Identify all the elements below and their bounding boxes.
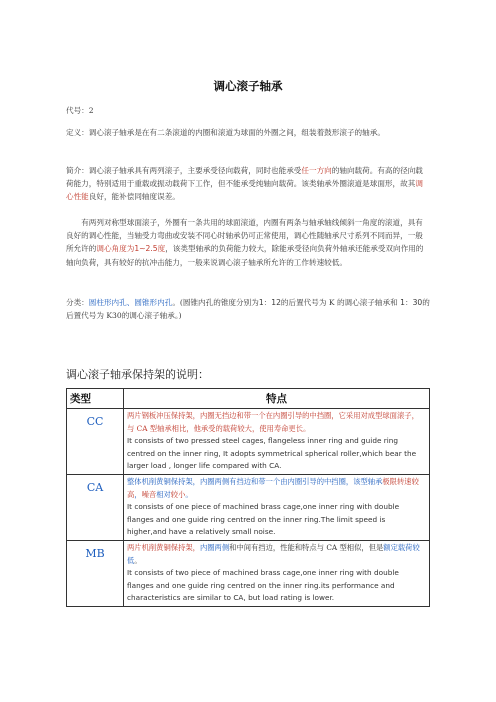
class-text-c: 的后置代号为 K30的调心滚子轴承。)	[66, 298, 430, 321]
mb-cn-hl1: 内圈两侧	[199, 542, 230, 552]
desc-text-b: ，该类型轴承的负荷能力较大，除能承受径向负荷外轴承还能承受双向作用的轴向负荷，具有较好的抗冲击能力，一般来说调心滚子轴承所允许的工作转速较低。	[66, 244, 424, 267]
cc-cn-hl2: 寿命更长	[273, 423, 304, 433]
features-ca	[124, 474, 430, 540]
class-prefix: 分类：	[66, 298, 89, 307]
cc-cn-hl1: 载荷较大	[222, 423, 252, 433]
mb-cn-hl2: 额定载荷较低	[127, 542, 420, 565]
intro-text-c: 良好，能补偿同轴度误差。	[88, 192, 180, 202]
features-mb	[124, 540, 430, 606]
table-row	[67, 409, 430, 475]
type-code-ca: CA	[67, 474, 124, 540]
desc-text-a: 有两列对称型球面滚子，外圈有一条共用的球面滚道，内圈有两条与轴承轴线倾斜一角度的滚道，具有良好的调心性能，当轴受力弯曲或安装不同心时轴承仍可正常使用，调心性随轴承尺寸系列不同而异，一般所允许的	[66, 218, 423, 254]
class-text-a: 。(圆锥内孔的锥度分别为	[172, 298, 259, 307]
description-paragraph	[66, 216, 430, 269]
ca-cn-a: 整体机削黄铜保持架，内圈两侧有挡边和带一个由内圈引导的中挡圈，该型轴承	[127, 476, 383, 486]
cage-table	[66, 388, 430, 607]
mb-cn-b: 和中间有挡边，性能和特点与 CA 型相似，但是	[229, 542, 384, 552]
table-row	[67, 540, 430, 606]
mb-en: It consists of two piece of machined brass cage,one inner ring with double flanges and one guide ring centred on the inner ring.its performance and characteristics are similar to CA, but load rating is lower.	[127, 568, 399, 603]
intro-paragraph	[66, 164, 430, 204]
intro-text-b: 的轴向载荷。有高的径向载荷能力，特别适用于重载或振动载荷下工作，但不能承受纯轴向载荷。该类轴承外圈滚道是球面形，故其	[66, 166, 423, 189]
ca-cn-d: 。	[185, 489, 193, 499]
desc-highlight-angle-value: 1~2.5度	[134, 244, 166, 254]
ca-cn-b: ，	[134, 489, 142, 499]
ca-cn-hl2: 噪音	[141, 489, 157, 499]
header-type: 类型	[67, 389, 124, 409]
features-cc	[124, 409, 430, 475]
class-taper-1-12: 1：12	[258, 298, 281, 307]
definition-paragraph	[66, 126, 430, 139]
intro-highlight-self-aligning: 调心性能	[66, 179, 423, 202]
intro-text-a: 简介：调心滚子轴承具有两列滚子，主要承受径向载荷，同时也能承受	[66, 166, 302, 175]
header-features: 特点	[124, 389, 430, 409]
class-highlight-bore-types: 圆柱形内孔、圆锥形内孔	[88, 298, 173, 307]
code-line: 代号：2	[66, 106, 94, 115]
cc-cn-c: 。	[303, 423, 311, 433]
cc-cn-a: 两片钢板冲压保持架，内圈无挡边和带一个在内圈引导的中挡圈，它采用对成型球面滚子，与 CA 型轴承相比，他承受的	[127, 411, 419, 433]
document-title: 调心滚子轴承	[213, 79, 283, 93]
type-code-mb: MB	[67, 540, 124, 606]
class-taper-1-30: 1：30	[400, 298, 423, 307]
ca-en: It consists of one piece of machined brass cage,one inner ring with double flanges and one guide ring centred on the inner ring.The limit speed is higher,and have a relatively small noise.	[127, 502, 400, 537]
type-code-cc: CC	[67, 409, 124, 475]
intro-highlight-any-direction: 任一方向	[301, 166, 332, 175]
class-text-b: 的后置代号为 K 的调心滚子轴承和	[280, 298, 401, 307]
mb-cn-c: 。	[134, 555, 142, 565]
cc-cn-b: ，使用	[251, 423, 274, 433]
classification-paragraph	[66, 296, 430, 322]
table-row	[67, 474, 430, 540]
ca-cn-c: 相对	[156, 489, 171, 499]
cage-section-heading: 调心滚子轴承保持架的说明：	[66, 368, 209, 381]
ca-cn-hl1: 极限转速较高	[127, 476, 419, 499]
table-header-row	[67, 389, 430, 409]
cc-en: It consists of two pressed steel cages, flangeless inner ring and guide ring centred on the inner ring, It adopts symmetrical spherical roller,which bear the larger load , longer life compared with CA.	[127, 436, 417, 471]
ca-cn-hl3: 较小	[170, 489, 186, 499]
desc-highlight-angle-label: 调心角度为	[96, 244, 135, 254]
definition-text: 定义：调心滚子轴承是在有二条滚道的内圈和滚道为球面的外圈之间，组装着鼓形滚子的轴承。	[66, 128, 385, 137]
mb-cn-a: 两片机削黄铜保持架，	[127, 542, 200, 552]
